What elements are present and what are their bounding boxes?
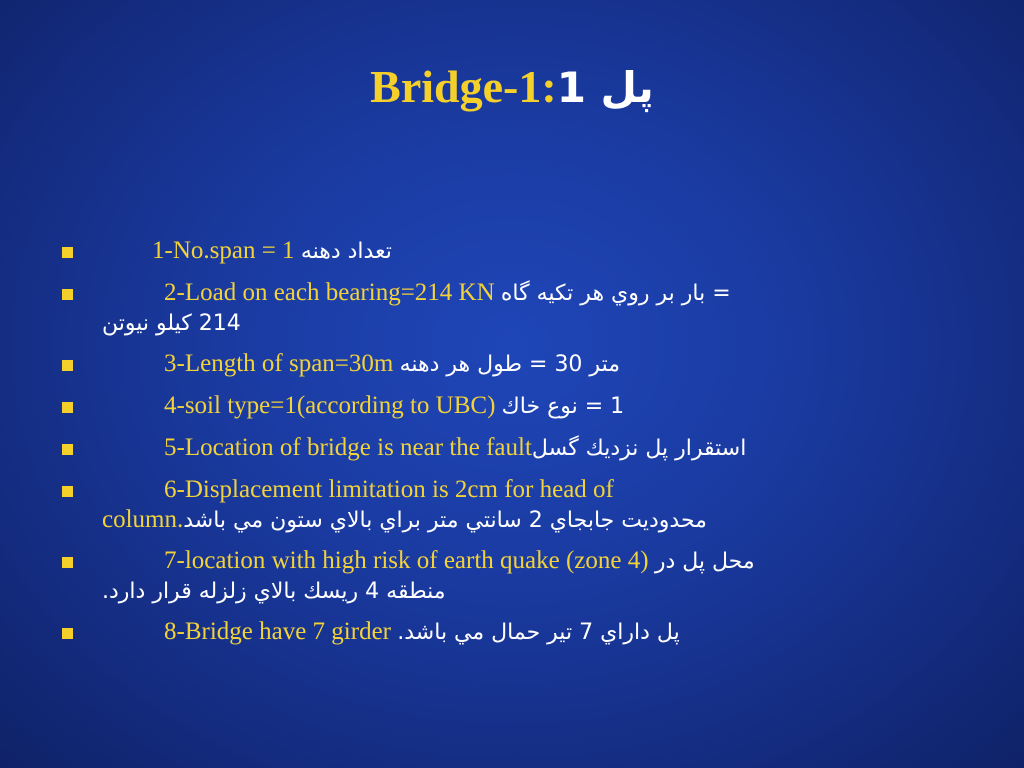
item-text-en: 3-Length of span=30m: [164, 350, 394, 377]
item-text-en: 1-No.span = 1: [152, 237, 295, 264]
square-bullet-icon: [62, 289, 73, 300]
item-text-en: 7-location with high risk of earth quake (zone 4): [164, 547, 649, 574]
item-text-fa-continued: منطقه 4 ريسك بالاي زلزله قرار دارد.: [102, 579, 446, 604]
square-bullet-icon: [62, 360, 73, 371]
list-item: [62, 433, 962, 464]
item-text-en-continued: column.: [102, 506, 184, 533]
item-text-en: 6-Displacement limitation is 2cm for head of: [164, 476, 614, 503]
slide-title: [0, 60, 1024, 113]
list-item: [62, 349, 962, 380]
item-text-fa: استقرار پل نزديك گسل: [531, 436, 747, 461]
item-text-fa: پل داراي 7 تير حمال مي باشد.: [397, 620, 680, 645]
square-bullet-icon: [62, 402, 73, 413]
list-item: [62, 236, 962, 267]
square-bullet-icon: [62, 628, 73, 639]
square-bullet-icon: [62, 557, 73, 568]
square-bullet-icon: [62, 444, 73, 455]
item-text-en: 4-soil type=1(according to UBC): [164, 392, 496, 419]
square-bullet-icon: [62, 486, 73, 497]
title-english: Bridge-1:: [370, 61, 557, 112]
item-text-fa: محل پل در: [654, 549, 755, 574]
list-item: [62, 475, 962, 536]
item-text-en: 5-Location of bridge is near the fault: [164, 434, 532, 461]
item-text-fa: محدوديت جابجاي 2 سانتي متر براي بالاي ستون مي باشد: [183, 508, 707, 533]
square-bullet-icon: [62, 247, 73, 258]
bullet-list: [62, 236, 962, 659]
item-text-fa-continued: 214 كيلو نيوتن: [102, 311, 241, 336]
list-item: [62, 278, 962, 339]
list-item: [62, 546, 962, 607]
title-persian: پل 1: [556, 63, 654, 112]
item-text-fa: 1 = نوع خاك: [501, 394, 625, 419]
list-item: [62, 617, 962, 648]
item-text-fa: = بار بر روي هر تكيه گاه: [500, 281, 731, 306]
list-item: [62, 391, 962, 422]
item-text-en: 8-Bridge have 7 girder: [164, 618, 392, 645]
item-text-en: 2-Load on each bearing=214 KN: [164, 279, 495, 306]
item-text-continued: [102, 505, 962, 536]
item-text-fa: تعداد دهنه: [300, 239, 392, 264]
item-text-fa: متر 30 = طول هر دهنه: [399, 352, 620, 377]
